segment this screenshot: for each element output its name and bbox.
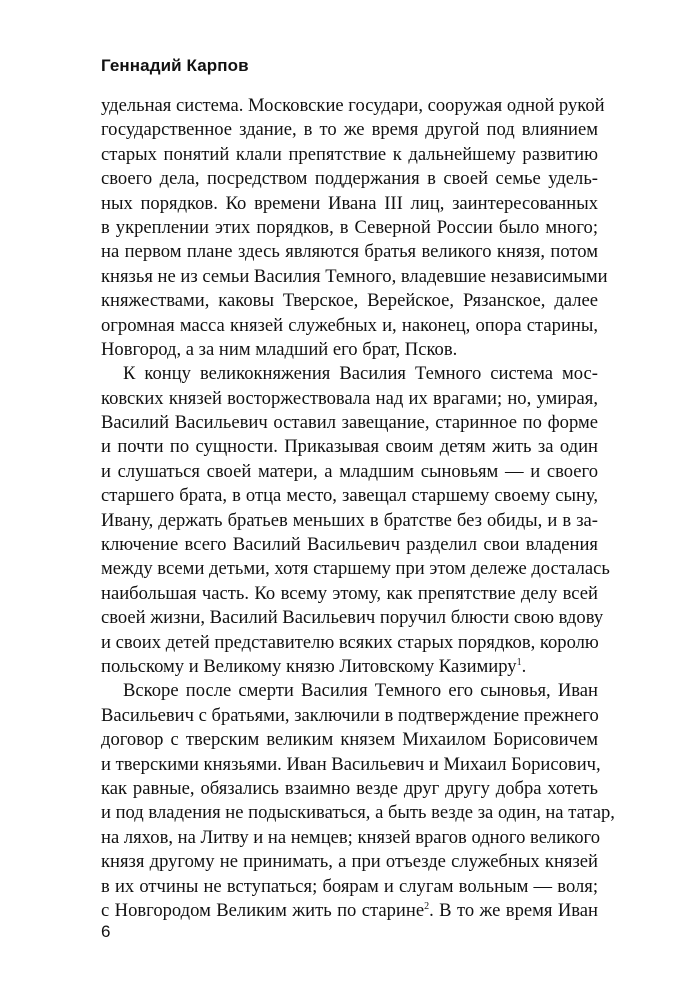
body-text — [101, 94, 615, 923]
text-line: княжествами, каковы Тверское, Верейское, Рязанское, далее — [101, 290, 598, 312]
text-span: польскому и Великому князю Литовскому Казимиру — [101, 655, 517, 677]
text-line: К концу великокняжения Василия Темного система мос- — [123, 363, 598, 385]
text-line: ковских князей восторжествовала над их врагами; но, умирая, — [101, 387, 598, 409]
text-line: огромная масса князей служебных и, наконец, опора старины, — [101, 314, 598, 336]
text-line: в их отчины не вступаться; боярам и слугам вольным — воля; — [101, 875, 598, 897]
text-line: государственное здание, в то же время другой под влиянием — [101, 119, 598, 141]
text-line: Василий Васильевич оставил завещание, старинное по форме — [101, 412, 598, 434]
text-line: удельная система. Московские государи, сооружая одной рукой — [101, 95, 605, 116]
running-header-author: Геннадий Карпов — [101, 56, 249, 75]
text-line: в укреплении этих порядков, в Северной России было много; — [101, 216, 598, 238]
text-line — [101, 899, 598, 923]
text-line: польскому и Великому князю Литовскому Казимиру$^1$. — [101, 655, 527, 677]
text-line: и почти по сущности. Приказывая своим детям жить за один — [101, 436, 598, 458]
paragraph-2 — [101, 362, 610, 679]
text-line: и тверскими князьями. Иван Васильевич и Михаил Борисович, — [101, 753, 601, 775]
text-line: и под владения не подыскиваться, а быть везде за один, на татар, — [101, 802, 615, 824]
text-line: между всеми детьми, хотя старшему при этом дележе досталась — [101, 558, 610, 580]
text-line: и слушаться своей матери, а младшим сыновьям — и своего — [101, 460, 598, 482]
text-line: Новгород, а за ним младший его брат, Псков. — [101, 338, 458, 360]
text-line: на первом плане здесь являются братья великого князя, потом — [101, 241, 598, 263]
text-line: своей жизни, Василий Васильевич поручил блюсти свою вдову — [101, 607, 604, 629]
text-line: старшего брата, в отца место, завещал старшему своему сыну, — [101, 485, 598, 507]
text-line: Ивану, держать братьев меньших в братстве без обиды, и в за- — [101, 509, 598, 531]
text-line: князья не из семьи Василия Темного, владевшие независимыми — [101, 265, 608, 287]
footnote-marker[interactable]: 1 — [516, 656, 522, 668]
text-line: своего дела, посредством поддержания в своей семье удель- — [101, 168, 598, 190]
paragraph-1 — [101, 94, 608, 362]
text-span: . В то же время Иван — [429, 899, 599, 921]
text-span: с Новгородом Великим жить по старине — [101, 899, 425, 921]
text-line: ключение всего Василий Васильевич разделил свои владения — [101, 534, 598, 556]
text-line: старых понятий клали препятствие к дальнейшему развитию — [101, 143, 598, 165]
text-line: ных порядков. Ко времени Ивана III лиц, заинтересованных — [101, 192, 598, 214]
text-line: на ляхов, на Литву и на немцев; князей врагов одного великого — [101, 826, 601, 848]
footnote-marker[interactable]: 2 — [424, 900, 430, 912]
text-line: Васильевич с братьями, заключили в подтверждение прежнего — [101, 704, 599, 726]
text-line: как равные, обязались взаимно везде друг другу добра хотеть — [101, 777, 598, 799]
text-line: и своих детей представителю всяких старых порядков, королю — [101, 631, 599, 653]
text-line: договор с тверским великим князем Михаилом Борисовичем — [101, 729, 598, 751]
paragraph-3 — [101, 679, 615, 923]
text-line: наибольшая часть. Ко всему этому, как препятствие делу всей — [101, 582, 598, 604]
page-number: 6 — [101, 922, 111, 941]
text-line: Вскоре после смерти Василия Темного его сыновья, Иван — [123, 680, 598, 702]
text-line: князя другому не принимать, а при отъезде служебных князей — [101, 851, 598, 873]
